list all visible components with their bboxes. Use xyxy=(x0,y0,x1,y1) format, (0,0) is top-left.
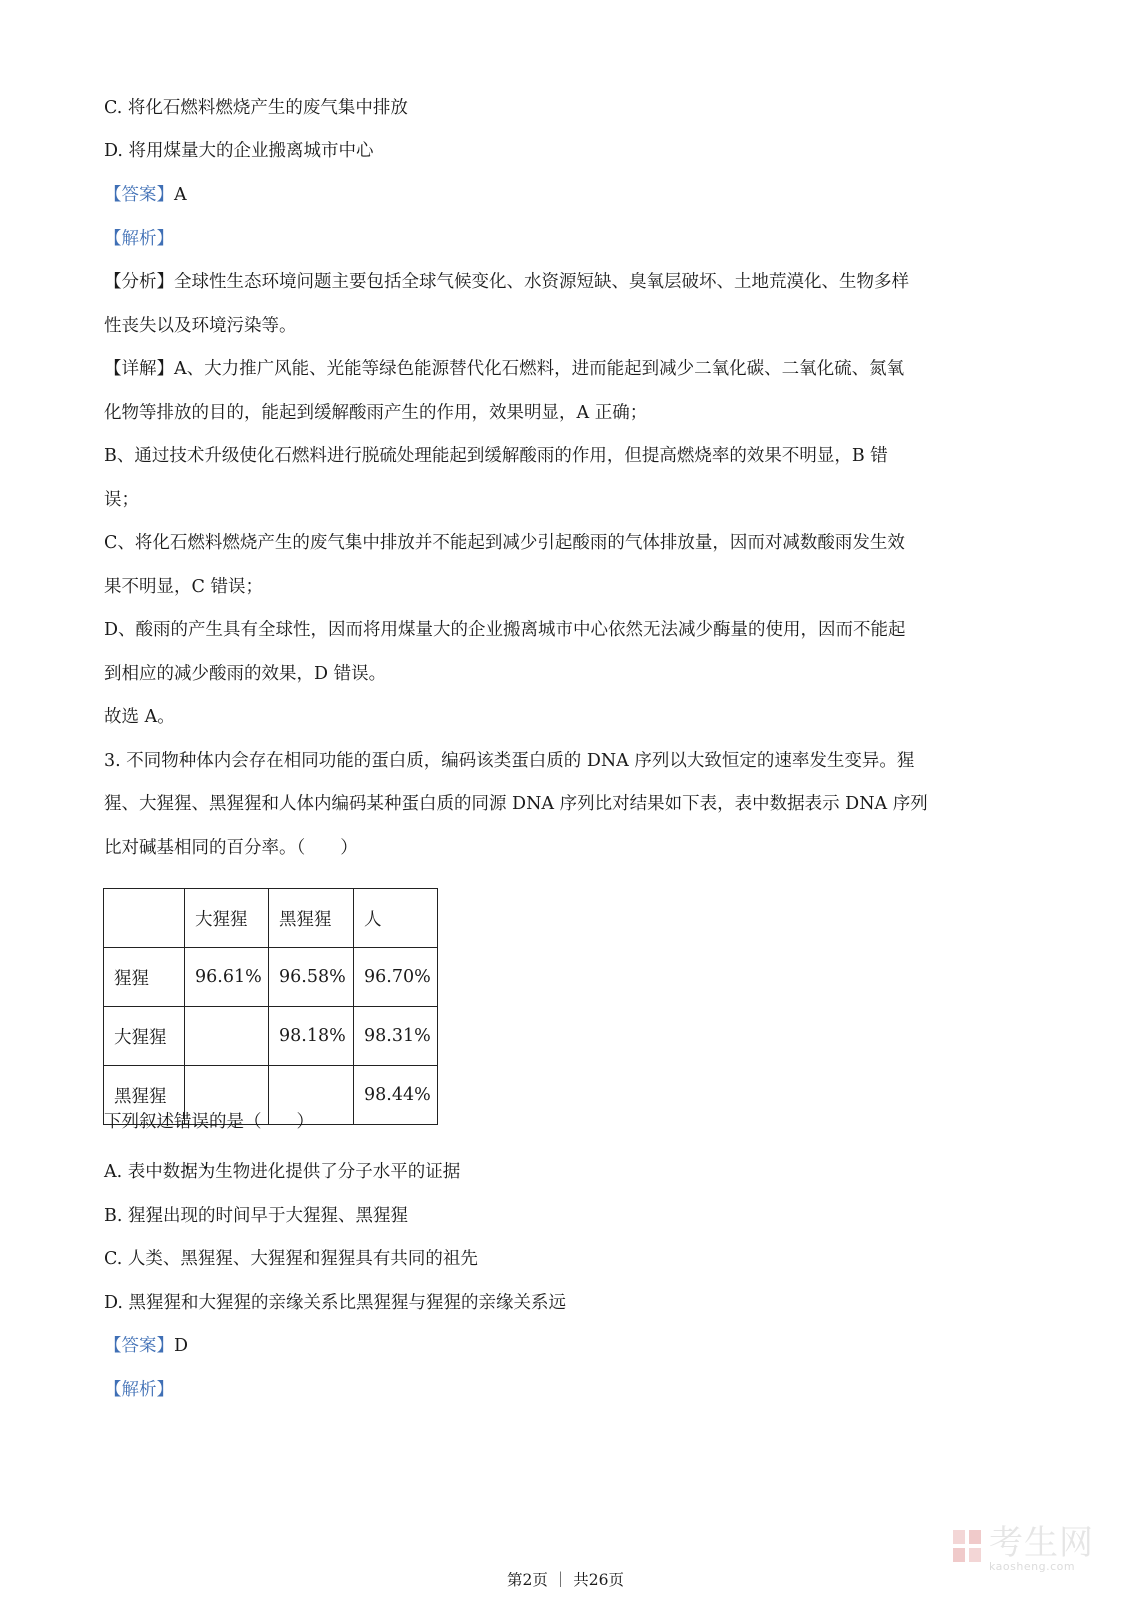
table-header-cell: 黑猩猩 xyxy=(269,889,354,948)
table-cell: 96.61% xyxy=(185,948,269,1007)
watermark xyxy=(951,1524,1121,1584)
q3-answer xyxy=(104,1334,188,1358)
q2-option-c: C. 将化石燃料燃烧产生的废气集中排放 xyxy=(104,98,408,118)
xiangjie-tag: 【详解】 xyxy=(104,359,174,379)
q2-xiangjie-d2: 到相应的减少酸雨的效果，D 错误。 xyxy=(104,664,387,684)
q2-conclusion: 故选 A。 xyxy=(104,707,175,727)
watermark-url: kaosheng.com xyxy=(989,1560,1076,1573)
table-row xyxy=(104,948,438,1007)
q2-answer xyxy=(104,183,187,207)
watermark-name: 考生网 xyxy=(989,1523,1094,1563)
q2-xiangjie-b1: B、通过技术升级使化石燃料进行脱硫处理能起到缓解酸雨的作用，但提高燃烧率的效果不明显，B 错 xyxy=(104,446,888,466)
q2-analysis-tag: 【解析】 xyxy=(104,229,174,249)
dna-comparison-table xyxy=(103,888,438,1125)
table-row-label: 黑猩猩 xyxy=(104,1066,185,1125)
watermark-logo-icon xyxy=(951,1528,983,1564)
q2-xiangjie-b2: 误； xyxy=(104,490,139,510)
table-header-cell xyxy=(104,889,185,948)
table-header-cell: 大猩猩 xyxy=(185,889,269,948)
answer-value: A xyxy=(174,185,187,205)
fenxi-tag: 【分析】 xyxy=(104,272,174,292)
fenxi-text: 全球性生态环境问题主要包括全球气候变化、水资源短缺、臭氧层破坏、土地荒漠化、生物多样 xyxy=(174,272,909,292)
q2-xiangjie-line1 xyxy=(104,357,904,381)
table-header-cell: 人 xyxy=(354,889,438,948)
table-row-label: 大猩猩 xyxy=(104,1007,185,1066)
table-header-row xyxy=(104,889,438,948)
table-cell: 96.70% xyxy=(354,948,438,1007)
q3-prompt: 下列叙述错误的是（ ） xyxy=(104,1112,314,1132)
answer-value: D xyxy=(174,1336,189,1356)
q2-option-d: D. 将用煤量大的企业搬离城市中心 xyxy=(104,141,374,161)
q2-xiangjie-line2: 化物等排放的目的，能起到缓解酸雨产生的作用，效果明显，A 正确； xyxy=(104,403,648,423)
q3-stem-line2: 猩、大猩猩、黑猩猩和人体内编码某种蛋白质的同源 DNA 序列比对结果如下表，表中数据表示 DNA 序列 xyxy=(104,794,928,814)
q3-option-b: B. 猩猩出现的时间早于大猩猩、黑猩猩 xyxy=(104,1206,408,1226)
page-footer: 第2页 ｜ 共26页 xyxy=(507,1571,624,1589)
q2-xiangjie-c1: C、将化石燃料燃烧产生的废气集中排放并不能起到减少引起酸雨的气体排放量，因而对减数酸雨发生效 xyxy=(104,533,905,553)
q3-stem-line1: 3. 不同物种体内会存在相同功能的蛋白质，编码该类蛋白质的 DNA 序列以大致恒定的速率发生变异。猩 xyxy=(104,751,915,771)
q2-fenxi-line2: 性丧失以及环境污染等。 xyxy=(104,316,297,336)
table-cell: 98.31% xyxy=(354,1007,438,1066)
table-cell: 96.58% xyxy=(269,948,354,1007)
table-cell: 98.44% xyxy=(354,1066,438,1125)
table-row xyxy=(104,1007,438,1066)
table-row-label: 猩猩 xyxy=(104,948,185,1007)
q2-xiangjie-d1: D、酸雨的产生具有全球性，因而将用煤量大的企业搬离城市中心依然无法减少酶量的使用，因而不能起 xyxy=(104,620,906,640)
table-cell xyxy=(185,1007,269,1066)
q3-stem-line3: 比对碱基相同的百分率。（ ） xyxy=(104,838,358,858)
answer-tag: 【答案】 xyxy=(104,1336,174,1356)
answer-tag: 【答案】 xyxy=(104,185,174,205)
q2-fenxi-line1 xyxy=(104,270,909,294)
q3-analysis-tag: 【解析】 xyxy=(104,1380,174,1400)
watermark-text xyxy=(989,1524,1094,1573)
q3-option-a: A. 表中数据为生物进化提供了分子水平的证据 xyxy=(104,1162,461,1182)
q3-option-c: C. 人类、黑猩猩、大猩猩和猩猩具有共同的祖先 xyxy=(104,1249,478,1269)
q3-option-d: D. 黑猩猩和大猩猩的亲缘关系比黑猩猩与猩猩的亲缘关系远 xyxy=(104,1293,567,1313)
xiangjie-text: A、大力推广风能、光能等绿色能源替代化石燃料，进而能起到减少二氧化碳、二氧化硫、氮氧 xyxy=(174,359,905,379)
table-cell: 98.18% xyxy=(269,1007,354,1066)
q2-xiangjie-c2: 果不明显，C 错误； xyxy=(104,577,263,597)
